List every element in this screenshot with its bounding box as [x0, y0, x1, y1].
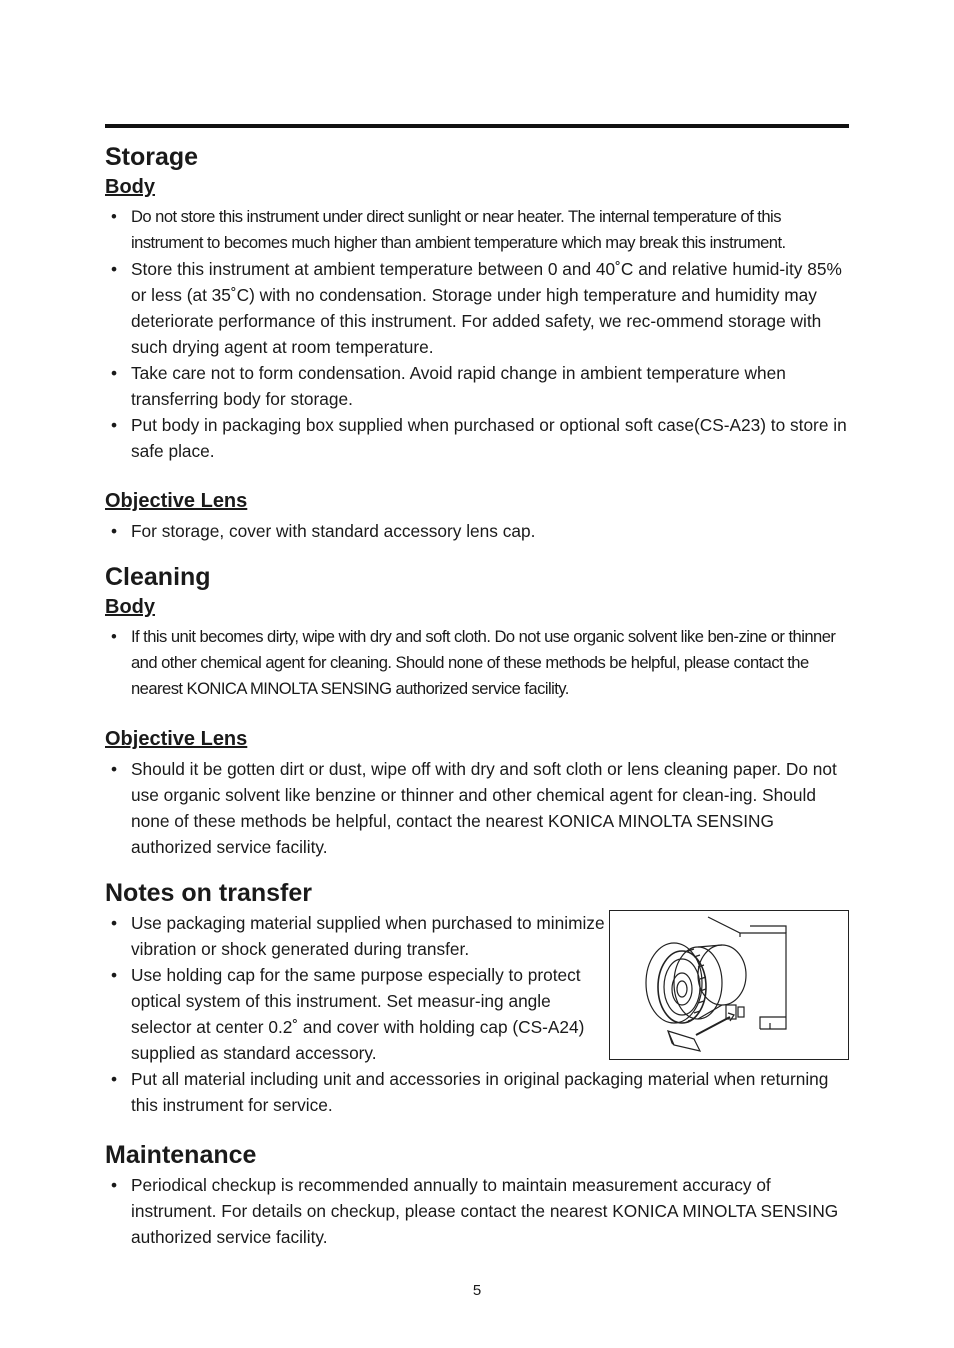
list-item: • Put body in packaging box supplied when purchased or optional soft case(CS-A23) to store in safe place. [105, 412, 849, 464]
cleaning-lens-list [105, 756, 849, 860]
top-rule [105, 124, 849, 128]
instrument-lens-cap-icon [610, 911, 848, 1059]
list-item: • If this unit becomes dirty, wipe with dry and soft cloth. Do not use organic solvent like ben-zine or thinner and other chemical agent for cleaning. Should none of these methods be helpful, please contact the nearest KONICA MINOLTA SENSING authorized service facility. [105, 624, 849, 702]
maintenance-list [105, 1172, 849, 1250]
list-item: • Take care not to form condensation. Avoid rapid change in ambient temperature when transferring body for storage. [105, 360, 849, 412]
page-number: 5 [472, 1282, 482, 1299]
storage-heading: Storage [105, 143, 199, 171]
page-content [105, 124, 849, 1250]
cleaning-heading: Cleaning [105, 563, 211, 591]
list-item: • Do not store this instrument under direct sunlight or near heater. The internal temperature of this instrument to becomes much higher than ambient temperature which may break this instrument. [105, 204, 849, 256]
transfer-heading: Notes on transfer [105, 879, 312, 907]
storage-body-list [105, 204, 849, 464]
storage-lens-list [105, 518, 849, 544]
cleaning-body-heading: Body [105, 596, 155, 618]
list-item: • Store this instrument at ambient temperature between 0 and 40˚C and relative humid-ity 85% or less (at 35˚C) with no condensation. Storage under high temperature and humidity may deteriorate performance of this instrument. For added safety, we rec-ommend storage with such drying agent at room temperature. [105, 256, 849, 360]
storage-body-heading: Body [105, 176, 155, 198]
list-item: • Use packaging material supplied when purchased to minimize vibration or shock generated during transfer. [105, 910, 611, 962]
list-item: • Should it be gotten dirt or dust, wipe off with dry and soft cloth or lens cleaning paper. Do not use organic solvent like benzine or thinner and other chemical agent for clean-ing. Should none of these methods be helpful, contact the nearest KONICA MINOLTA SENSING authorized service facility. [105, 756, 849, 860]
list-item: • Use holding cap for the same purpose especially to protect optical system of this instrument. Set measur-ing angle selector at center 0.2˚ and cover with holding cap (CS-A24) supplied as standard accessory. [105, 962, 611, 1066]
list-item: • Periodical checkup is recommended annually to maintain measurement accuracy of instrument. For details on checkup, please contact the nearest KONICA MINOLTA SENSING authorized service facility. [105, 1172, 849, 1250]
cleaning-body-list [105, 624, 849, 702]
cleaning-lens-heading: Objective Lens [105, 728, 248, 750]
transfer-section [105, 910, 849, 1118]
storage-lens-heading: Objective Lens [105, 490, 248, 512]
holding-cap-illustration [609, 910, 849, 1060]
list-item: • Put all material including unit and accessories in original packaging material when returning this instrument for service. [105, 1066, 849, 1118]
maintenance-heading: Maintenance [105, 1141, 257, 1169]
list-item: • For storage, cover with standard accessory lens cap. [105, 518, 849, 544]
